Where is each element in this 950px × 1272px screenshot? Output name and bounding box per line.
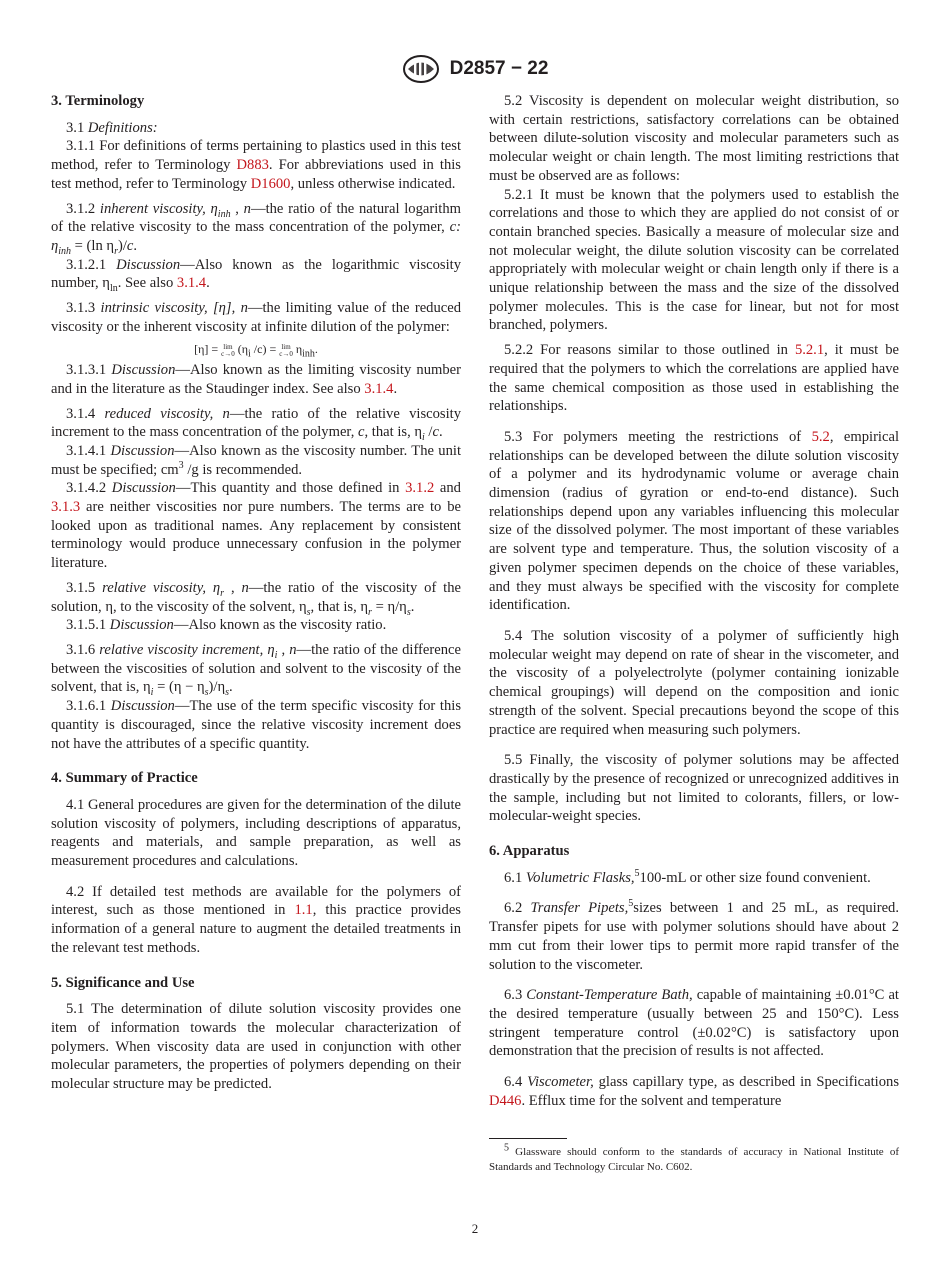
para-5-2-2: 5.2.2 For reasons similar to those outlined in 5.2.1, it must be required that the polymers to which the correlations are applied have the same chemical composition as those used in establishing the relationships.	[489, 342, 899, 415]
section-3-title: 3. Terminology	[51, 93, 145, 109]
para-6-4: 6.4 Viscometer, glass capillary type, as described in Specifications D446. Efflux time for the solvent and temperature	[489, 1074, 899, 1109]
ref-1-1-link[interactable]: 1.1	[294, 902, 313, 919]
para-3-1-6-1: 3.1.6.1 Discussion—The use of the term specific viscosity for this quantity is discouraged, since the relative viscosity increment does not have the attributes of a specific quantity.	[51, 698, 461, 752]
para-3-1-3-1: 3.1.3.1 Discussion—Also known as the limiting viscosity number and in the literature as the Staudinger index. See also 3.1.4.	[51, 362, 461, 397]
para-5-2: 5.2 Viscosity is dependent on molecular weight distribution, so with certain restrictions, satisfactory correlations can be obtained between dilute-solution viscosity and molecular parameters such as molecular weight or chain length. The most limiting restrictions that must be observed are as follows:	[489, 93, 899, 184]
ref-5-2-1-link[interactable]: 5.2.1	[794, 342, 825, 359]
para-4-2: 4.2 If detailed test methods are available for the polymers of interest, such as those mentioned in 1.1, this practice provides information of a general nature to augment the detailed treatments in the relevant test methods.	[51, 883, 461, 956]
ref-d446-link[interactable]: D446	[489, 1092, 522, 1109]
para-3-1-4-1: 3.1.4.1 Discussion—Also known as the viscosity number. The unit must be specified; $cm^3$ /g is recommended.	[51, 442, 462, 478]
para-3-1-2: 3.1.2 inherent viscosity, $\eta_{inh}$ , n—the ratio of the natural logarithm of the relative viscosity to the mass concentration of the polymer, c: $\eta_{inh} = (\ln$ $\eta_r)/c$.	[51, 200, 461, 257]
para-3-1-4: 3.1.4 reduced viscosity, n—the ratio of the relative viscosity increment to the mass concentration of the polymer, c, that is, $\eta_i$ /c.	[51, 405, 461, 444]
astm-logo-icon	[402, 54, 440, 84]
ref-3-1-4-link[interactable]: 3.1.4	[364, 380, 394, 397]
right-column	[489, 92, 899, 1175]
para-3-1-3: 3.1.3 intrinsic viscosity, [η], n—the limiting value of the reduced viscosity or the inherent viscosity at infinite dilution of the polymer:	[51, 300, 462, 335]
para-6-3: 6.3 Constant-Temperature Bath, capable of maintaining ±0.01°C at the desired temperature (usually between 25 and 150°C). Less stringent temperature control (±0.02°C) is satisfactory upon demonstration that the precision of results is not affected.	[489, 987, 899, 1060]
section-5-title: 5. Significance and Use	[51, 974, 195, 991]
ref-d1600-link[interactable]: D1600	[250, 175, 291, 192]
para-3-1-5: 3.1.5 relative viscosity, $\eta_r$ , n—the ratio of the viscosity of the solution, η, to the viscosity of the solvent, $\eta_s$, that is, $\eta_r = \eta/\eta_s$.	[51, 579, 461, 618]
section-6-title: 6. Apparatus	[489, 843, 570, 860]
document-id: D2857 − 22	[449, 58, 549, 79]
para-6-2: 6.2 Transfer Pipets,$^5$sizes between 1 and 25 mL, as required. Transfer pipets for use with polymer solutions should have about 2 mm cut from their lower tips to permit more rapid transfer of the solution to the viscometer.	[489, 898, 900, 973]
para-3-1-2-1: 3.1.2.1 Discussion—Also known as the logarithmic viscosity number, $\eta_{ln}$. See also 3.1.4.	[51, 256, 461, 295]
footnote-5: $^5$ Glassware should conform to the standards of accuracy in National Institute of Standards and Technology Circular No. C602.	[489, 1142, 899, 1174]
ref-5-2-link[interactable]: 5.2	[811, 428, 830, 445]
para-4-1: 4.1 General procedures are given for the determination of the dilute solution viscosity of polymers, including descriptions of apparatus, reagents and materials, and sample preparation, as well as measurement procedures and calculations.	[51, 796, 461, 870]
page-header	[0, 54, 950, 84]
para-5-1: 5.1 The determination of dilute solution viscosity provides one item of information towards the molecular characterization of polymers. When viscosity data are used in conjunction with other molecular parameters, the properties of polymers depending on their molecular structure may be predicted.	[51, 1001, 461, 1093]
intrinsic-viscosity-equation: [η] = lim c→0 ($\eta_i$ /c) = lim c→0 $\eta_{inh}$.	[194, 342, 318, 360]
ref-3-1-3-link[interactable]: 3.1.3	[51, 499, 81, 516]
para-5-3: 5.3 For polymers meeting the restrictions of 5.2, empirical relationships can be developed between the dilute solution viscosity of a polymer and its hydrodynamic volume or average chain dimension (radius of gyration or end-to-end distance). Such relationships depend upon any variables influencing this molecular size of the dissolved polymer. The most important of these variables are solvent type and temperature. Thus, the solution viscosity of a given polymer specimen depends on the choice of these variables, and they must always be specified with the viscosity for complete identification.	[489, 428, 899, 614]
para-5-2-1: 5.2.1 It must be known that the polymers used to establish the correlations and those to which they are applied do not consist of or contain branched species. Basically a measure of molecular size and not molecular weight, the dilute solution viscosity can be correlated appropriately with molecular weight or chain length only if there is a unique relationship between the mass and the size of the dissolved polymer molecules. This is the case for linear, but not for most branched, polymers.	[489, 186, 899, 334]
page-number: 2	[471, 1221, 479, 1236]
ref-d883-link[interactable]: D883	[236, 157, 269, 174]
para-5-5: 5.5 Finally, the viscosity of polymer solutions may be affected drastically by the presence of recognized or unrecognized additives in the sample, including but not limited to colorants, fillers, or low-molecular-weight species.	[489, 752, 899, 825]
para-3-1-4-2: 3.1.4.2 Discussion—This quantity and those defined in 3.1.2 and 3.1.3 are neither viscosities nor pure numbers. The terms are to be looked upon as traditional names. Any replacement by consistent terminology would produce unnecessary confusion in the polymer literature.	[51, 480, 461, 572]
para-3-1: 3.1 Definitions:	[66, 119, 158, 136]
para-3-1-5-1: 3.1.5.1 Discussion—Also known as the viscosity ratio.	[66, 617, 387, 634]
ref-3-1-2-link[interactable]: 3.1.2	[405, 480, 435, 497]
para-5-4: 5.4 The solution viscosity of a polymer of sufficiently high molecular weight may depend on rate of shear in the viscometer, and the viscosity of a polyelectrolyte (polymer containing ionizable chemical groupings) will depend on the composition and ionic strength of the solvent. Special precautions beyond the scope of this practice are required when measuring such polymers.	[489, 627, 899, 738]
ref-3-1-4-link[interactable]: 3.1.4	[176, 275, 207, 292]
para-3-1-1: 3.1.1 For definitions of terms pertaining to plastics used in this test method, refer to Terminology D883. For abbreviations used in this test method, refer to Terminology D1600, unless otherwise indicated.	[51, 138, 461, 192]
para-6-1: 6.1 Volumetric Flasks,$^5$100-mL or other size found convenient.	[504, 867, 871, 886]
footnote-divider	[489, 1138, 567, 1139]
section-4-title: 4. Summary of Practice	[51, 770, 198, 787]
para-3-1-6: 3.1.6 relative viscosity increment, $\eta_i$ , n—the ratio of the difference between the viscosities of solution and solvent to the viscosity of the solvent, that is, $\eta_i = (\eta - \eta_s)/\eta_s$.	[51, 641, 461, 699]
left-column	[51, 92, 461, 1094]
